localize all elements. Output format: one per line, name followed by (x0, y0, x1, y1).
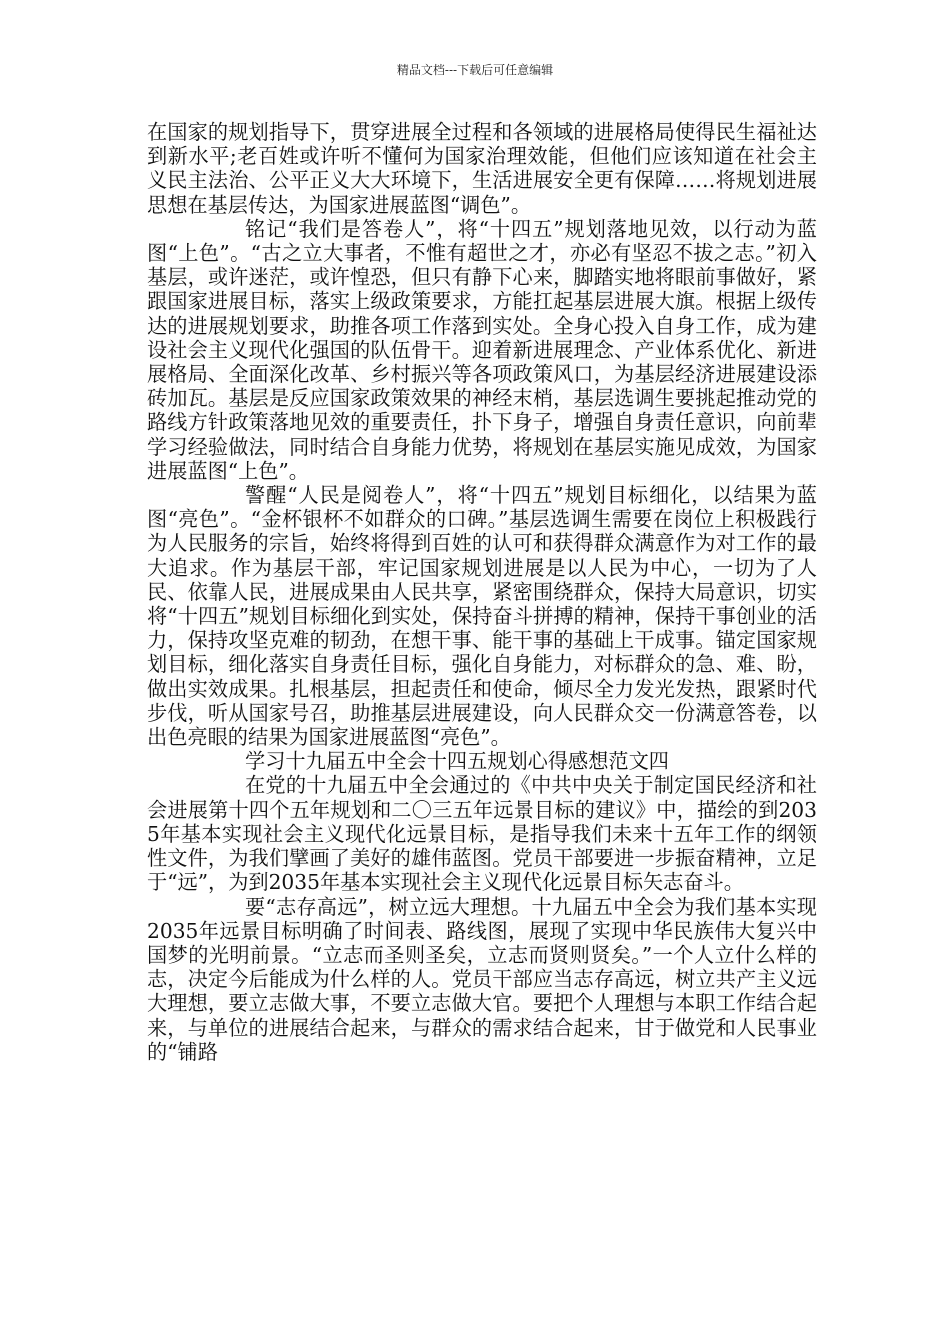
section-heading: 学习十九届五中全会十四五规划心得感想范文四 (245, 749, 669, 774)
page-header: 精品文档---下载后可任意编辑 (396, 63, 554, 77)
paragraph-ambition: 要“志存高远”，树立远大理想。十九届五中全会为我们基本实现2035年远景目标明确了时间表、路线图，展现了实现中华民族伟大复兴中国梦的光明前景。“立志而圣则圣矣，立志而贤则贤矣。”一个人立什么样的志，决定今后能成为什么样的人。党员干部应当志存高远，树立共产主义远大理想，要立志做大事，不要立志做大官。要把个人理想与本职工作结合起来，与单位的进展结合起来，与群众的需求结合起来，甘于做党和人民事业的“铺路 (147, 894, 817, 1064)
paragraph-examiner: 警醒“人民是阅卷人”，将“十四五”规划目标细化，以结果为蓝图“亮色”。“金杯银杯不如群众的口碑。”基层选调生需要在岗位上积极践行为人民服务的宗旨，始终将得到百姓的认可和获得群众满意作为对工作的最大追求。作为基层干部，牢记国家规划进展是以人民为中心，一切为了人民、依靠人民，进展成果由人民共享，紧密围绕群众，保持大局意识，切实将“十四五”规划目标细化到实处，保持奋斗拼搏的精神，保持干事创业的活力，保持攻坚克难的韧劲，在想干事、能干事的基础上干成事。锚定国家规划目标，细化落实自身责任目标，强化自身能力，对标群众的急、难、盼，做出实效成果。扎根基层，担起责任和使命，倾尽全力发光发热，跟紧时代步伐，听从国家号召，助推基层进展建设，向人民群众交一份满意答卷，以出色亮眼的结果为国家进展蓝图“亮色”。 (147, 483, 817, 750)
document-body (147, 120, 817, 1064)
paragraph-plenum-intro: 在党的十九届五中全会通过的《中共中央关于制定国民经济和社会进展第十四个五年规划和二〇三五年远景目标的建议》中，描绘的到2035年基本实现社会主义现代化远景目标，是指导我们未来十五年工作的纲领性文件，为我们擘画了美好的雄伟蓝图。党员干部要进一步振奋精神，立足于“远”，为到2035年基本实现社会主义现代化远景目标矢志奋斗。 (147, 773, 817, 895)
paragraph-continuation: 在国家的规划指导下，贯穿进展全过程和各领域的进展格局使得民生福祉达到新水平;老百姓或许听不懂何为国家治理效能，但他们应该知道在社会主义民主法治、公平正义大大环境下，生活进展安全更有保障……将规划进展思想在基层传达，为国家进展蓝图“调色”。 (147, 120, 817, 217)
paragraph-answerer: 铭记“我们是答卷人”，将“十四五”规划落地见效，以行动为蓝图“上色”。“古之立大事者，不惟有超世之才，亦必有坚忍不拔之志。”初入基层，或许迷茫，或许惶恐，但只有静下心来，脚踏实地将眼前事做好，紧跟国家进展目标，落实上级政策要求，方能扛起基层进展大旗。根据上级传达的进展规划要求，助推各项工作落到实处。全身心投入自身工作，成为建设社会主义现代化强国的队伍骨干。迎着新进展理念、产业体系优化、新进展格局、全面深化改革、乡村振兴等各项政策风口，为基层经济进展建设添砖加瓦。基层是反应国家政策效果的神经末梢，基层选调生要挑起推动党的路线方针政策落地见效的重要责任，扑下身子，增强自身责任意识，向前辈学习经验做法，同时结合自身能力优势，将规划在基层实施见成效，为国家进展蓝图“上色”。 (147, 216, 817, 483)
